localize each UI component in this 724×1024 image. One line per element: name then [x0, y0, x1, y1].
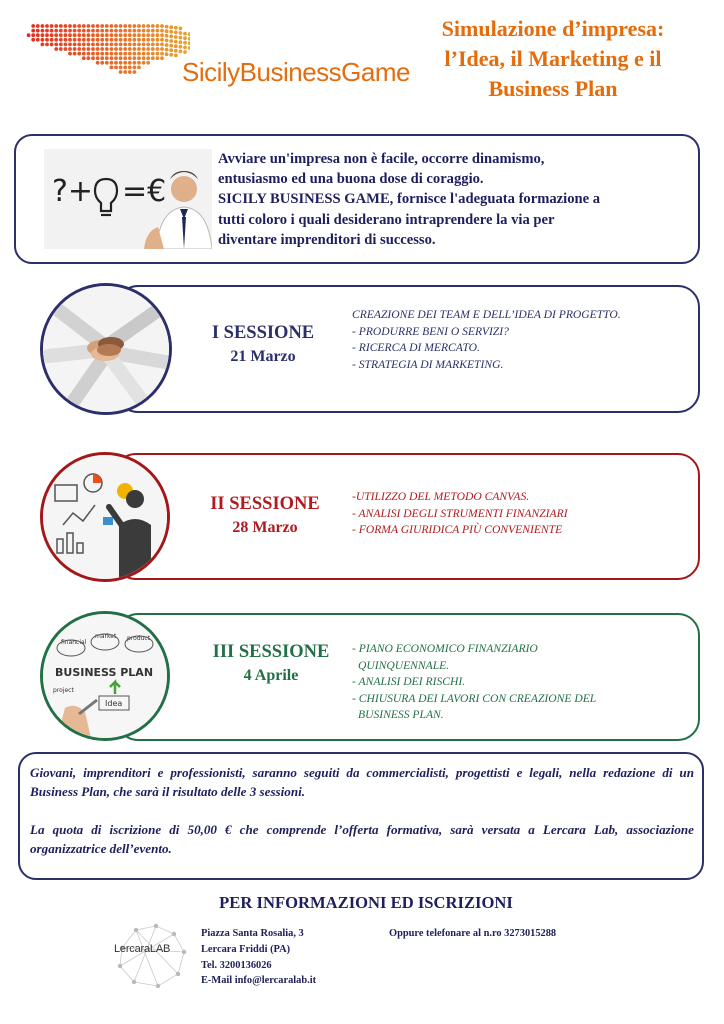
- session-3-items: [352, 641, 596, 724]
- info-heading: PER INFORMAZIONI ED ISCRIZIONI: [219, 893, 513, 912]
- info-paragraph: Giovani, imprenditori e professionisti, saranno seguiti da commercialisti, progettisti e legali, nella redazione di un Business Plan, che sarà il risultato delle 3 sessioni.: [30, 765, 694, 799]
- session-1-title: [182, 321, 344, 369]
- info-text: [30, 763, 694, 858]
- svg-text:=€: =€: [122, 174, 167, 209]
- session-item: - CHIUSURA DEI LAVORI CON CREAZIONE DEL: [352, 691, 597, 705]
- session-1-items: [352, 307, 621, 373]
- session-date: 4 Aprile: [243, 667, 299, 684]
- session-item: - PRODURRE BENI O SERVIZI?: [352, 324, 509, 338]
- session-item: - ANALISI DEGLI STRUMENTI FINANZIARI: [352, 506, 568, 520]
- session-title: II SESSIONE: [210, 494, 320, 514]
- info-paragraph: La quota di iscrizione di 50,00 € che comprende l’offerta formativa, sarà versata a Lercara Lab, associazione organizzatrice dell’evento.: [30, 822, 694, 856]
- session-item: - FORMA GIURIDICA PIÙ CONVENIENTE: [352, 523, 563, 536]
- intro-line: Avviare un'impresa non è facile, occorre dinamismo,: [218, 151, 545, 167]
- session-item: -UTILIZZO DEL METODO CANVAS.: [352, 490, 530, 503]
- business-strategy-board-icon: [40, 452, 170, 582]
- session-item: - STRATEGIA DI MARKETING.: [352, 357, 504, 371]
- title-line-2: l’Idea, il Marketing e il: [444, 46, 662, 71]
- business-plan-sketch-icon: [40, 611, 170, 741]
- city-line: Lercara Friddi (PA): [201, 943, 291, 955]
- svg-text:?+: ?+: [52, 174, 94, 209]
- businessman-idea-icon: [44, 149, 212, 249]
- session-item: - PIANO ECONOMICO FINANZIARIO: [352, 642, 538, 655]
- svg-text:BUSINESS PLAN: BUSINESS PLAN: [55, 666, 154, 679]
- address-line: Piazza Santa Rosalia, 3: [201, 928, 304, 939]
- email-line: E-Mail info@lercaralab.it: [201, 975, 317, 987]
- teamwork-hands-icon: [40, 283, 172, 415]
- intro-line: SICILY BUSINESS GAME, fornisce l'adeguata formazione a: [218, 191, 601, 208]
- intro-line: entusiasmo ed una buona dose di coraggio.: [218, 171, 484, 188]
- contact-details: [201, 926, 316, 989]
- intro-line: tutti coloro i quali desiderano intraprendere la via per: [218, 211, 555, 228]
- session-2-title: [184, 492, 346, 540]
- svg-text:financial: financial: [61, 639, 87, 646]
- svg-text:market: market: [95, 633, 117, 640]
- logo-text: SicilyBusinessGame: [182, 57, 410, 87]
- session-date: 21 Marzo: [230, 348, 296, 365]
- session-title: I SESSIONE: [211, 323, 315, 343]
- svg-text:product: product: [127, 635, 151, 642]
- svg-text:project: project: [53, 687, 74, 694]
- lercaralab-network-logo-icon: [112, 918, 192, 994]
- session-title: III SESSIONE: [212, 642, 330, 662]
- session-2-items: [352, 489, 568, 539]
- svg-text:Idea: Idea: [105, 699, 123, 708]
- session-item: BUSINESS PLAN.: [358, 708, 444, 721]
- alternate-phone-note: Oppure telefonare al n.ro 3273015288: [389, 928, 557, 939]
- session-item: - RICERCA DI MERCATO.: [352, 341, 480, 354]
- sicily-business-game-logo: [20, 20, 410, 110]
- session-date: 28 Marzo: [232, 519, 298, 536]
- lercaralab-logo-text: LercaraLAB: [114, 943, 171, 955]
- intro-line: diventare imprenditori di successo.: [218, 231, 436, 248]
- title-line-3: Business Plan: [488, 76, 618, 101]
- intro-text: [218, 149, 696, 250]
- session-item: QUINQUENNALE.: [358, 658, 450, 672]
- session-3-title: [190, 640, 352, 688]
- session-item: CREAZIONE DEI TEAM E DELL’IDEA DI PROGETTO.: [352, 308, 621, 321]
- title-line-1: Simulazione d’impresa:: [441, 16, 665, 41]
- sicily-map-dots-icon: [20, 20, 190, 110]
- session-item: - ANALISI DEI RISCHI.: [352, 675, 466, 688]
- phone-line: Tel. 3200136026: [201, 959, 272, 971]
- page-title: [392, 14, 714, 104]
